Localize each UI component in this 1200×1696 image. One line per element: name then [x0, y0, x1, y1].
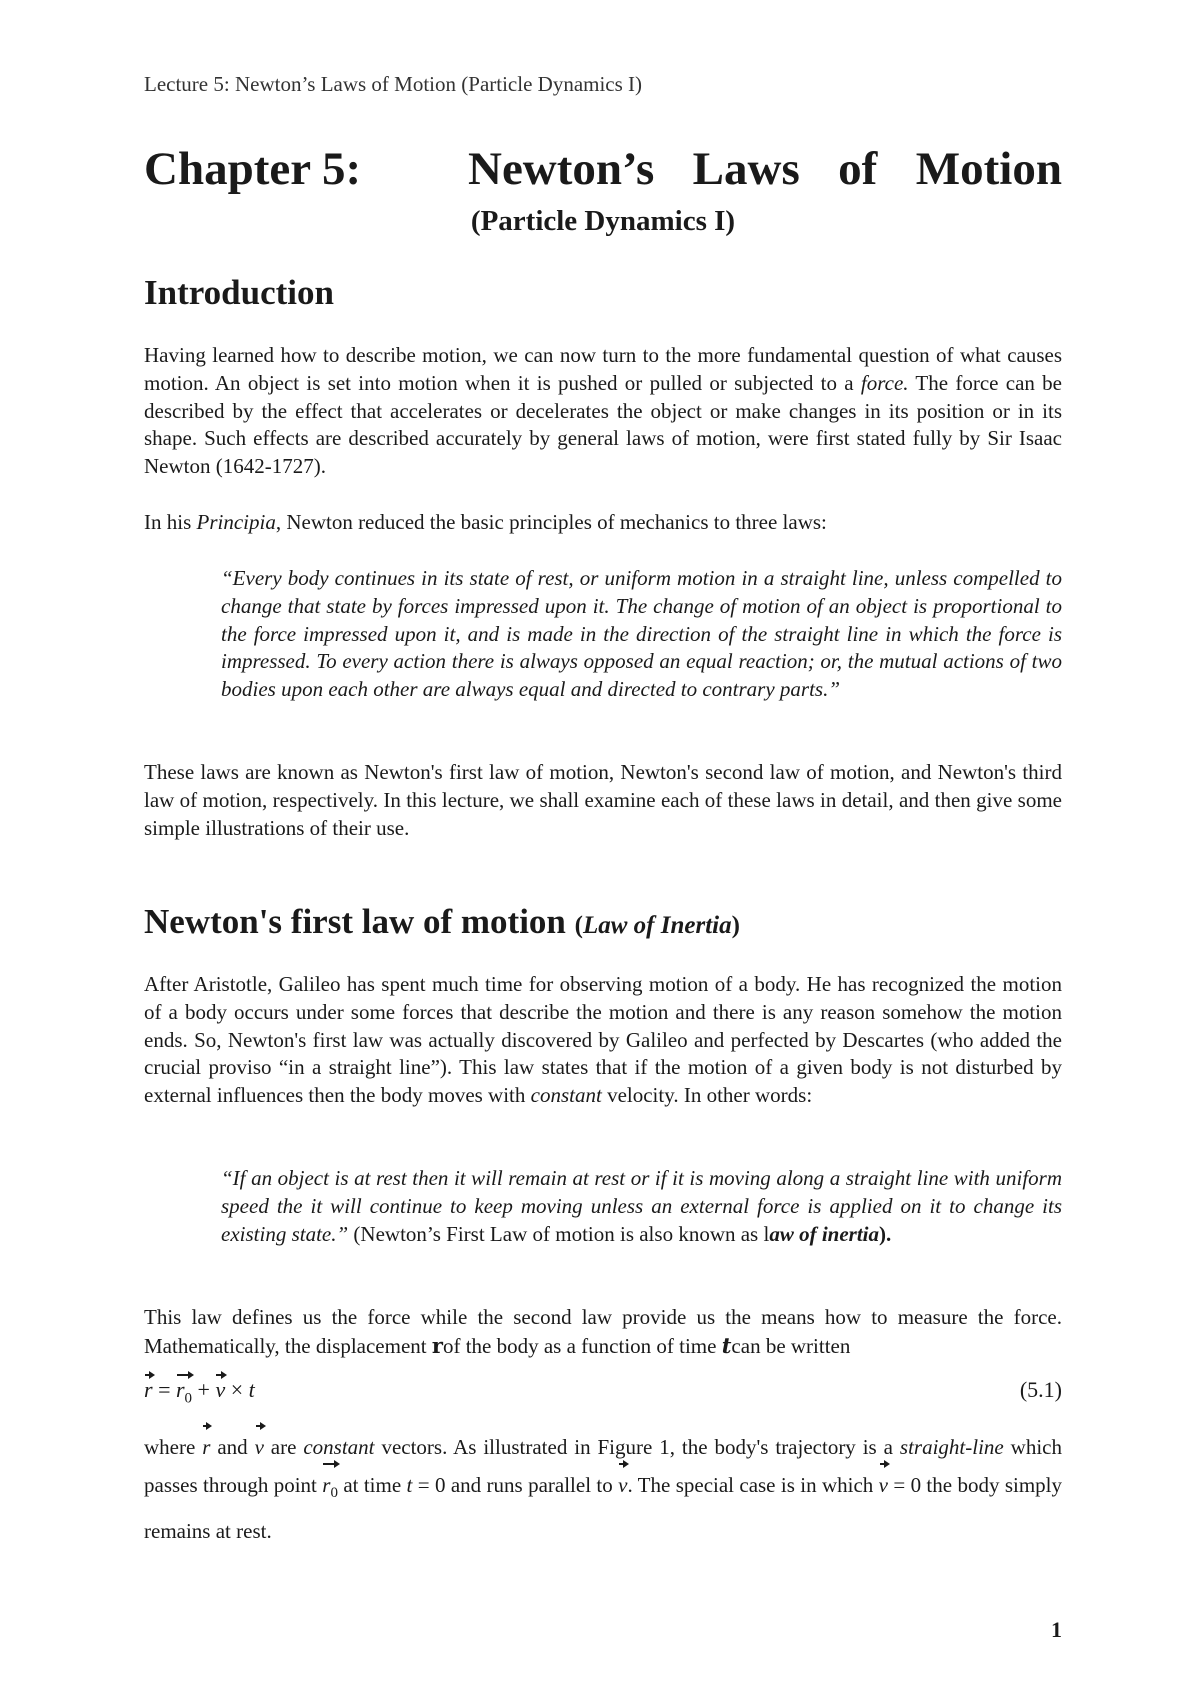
vector-letter: r — [175, 1377, 185, 1402]
chapter-title-word: Chapter 5: — [144, 143, 362, 195]
bold-italic: aw of inertia — [769, 1221, 879, 1246]
vector-r0 — [322, 1466, 338, 1512]
vector-v: v — [255, 1428, 264, 1466]
text-run: are — [263, 1435, 304, 1459]
chapter-title-word: Newton’s — [468, 143, 655, 195]
first-law-quote — [221, 1165, 1062, 1248]
intro-paragraph-2 — [144, 509, 1062, 537]
vector-v: v — [879, 1466, 888, 1504]
first-law-paragraph-1 — [144, 971, 1062, 1110]
vector-v: v — [215, 1377, 226, 1402]
quote-italic: “If an object is at rest then it will remain at rest or if it is moving along a straight line with uniform speed the it will continue to keep moving unless an external force is applied on it to change its existing state.” — [221, 1166, 1062, 1246]
principia-quote: “Every body continues in its state of rest, or uniform motion in a straight line, unless compelled to change that state by forces impressed upon it. The change of motion of an object is proportional to the force impressed upon it, and is made in the direction of the straight line in which the force is impressed. To every action there is always opposed an equal reaction; or, the mutual actions of two bodies upon each other are always equal and directed to contrary parts.” — [221, 566, 1062, 702]
text-run: at time — [337, 1473, 407, 1497]
vector-r: r — [144, 1377, 153, 1402]
text-run: In his — [144, 510, 197, 534]
vector-r: r — [202, 1428, 210, 1466]
subscript: 0 — [330, 1485, 338, 1502]
section-heading-first-law — [144, 902, 740, 942]
chapter-title — [144, 142, 1062, 196]
text-run: = 0 and runs parallel to — [412, 1473, 619, 1497]
running-header: Lecture 5: Newton’s Laws of Motion (Particle Dynamics I) — [144, 72, 643, 96]
text-run: Having learned how to describe motion, we can now turn to the more fundamental question of what causes motion. An object is set into motion when it is pushed or pulled or subjected to a — [144, 343, 1062, 395]
text-run: which passes through point — [144, 1435, 1062, 1497]
vector-r0 — [176, 1377, 192, 1407]
equals-sign: = — [152, 1377, 176, 1402]
vector-v: v — [618, 1466, 627, 1504]
text-run: velocity. In other words: — [601, 1083, 813, 1108]
text-run: vectors. As illustrated in Figure 1, the body's trajectory is a — [374, 1435, 900, 1459]
plus-sign: + — [192, 1377, 216, 1402]
text-run: , Newton reduced the basic principles of mechanics to three laws: — [275, 510, 827, 534]
text-run: (Newton’s First Law of motion is also known as l — [348, 1221, 770, 1246]
emphasis: Principia — [196, 510, 276, 534]
chapter-title-word: Laws — [692, 143, 800, 195]
text-run: The force can be described by the effect that accelerates or decelerates the object or make changes in its position or in its shape. Such effects are described accurately by general laws of motion, were first stated fully by Sir Isaac Newton (1642-1727). — [144, 370, 1063, 479]
equation-5-1 — [144, 1377, 1062, 1411]
text-run: of the body as a function of time — [442, 1333, 722, 1358]
variable-t: t — [248, 1377, 255, 1402]
intro-paragraph-3: These laws are known as Newton's first law of motion, Newton's second law of motion, and Newton's third law of motion, respectively. In this lecture, we shall examine each of these laws in detail, and then give some simple illustrations of their use. — [144, 760, 1062, 840]
variable-t: t — [406, 1473, 413, 1497]
heading-italic: Law of Inertia — [582, 912, 732, 939]
page-number: 1 — [1051, 1617, 1062, 1642]
text-run: and — [210, 1435, 255, 1459]
text-run: . The special case is in which — [627, 1473, 879, 1497]
emphasis: constant — [530, 1083, 602, 1108]
text-run: ). — [879, 1221, 892, 1246]
symbol-r: r — [431, 1332, 443, 1358]
text-run: After Aristotle, Galileo has spent much time for observing motion of a body. He has recognized the motion of a body occurs under some forces that describe the motion and there is any reason somehow the motion ends. So, Newton's first law was actually discovered by Galileo and perfected by Descartes (who added the crucial proviso “in a straight line”). This law states that if the motion of a given body is not disturbed by external influences then the body moves with — [144, 972, 1062, 1108]
symbol-t: t — [721, 1332, 732, 1358]
heading-paren: ) — [731, 912, 740, 939]
emphasis: constant — [303, 1435, 375, 1459]
chapter-title-word: Motion — [915, 143, 1062, 195]
emphasis: force. — [860, 370, 909, 395]
equation-body — [144, 1377, 255, 1407]
chapter-title-word: of — [838, 143, 878, 195]
emphasis: straight-line — [899, 1435, 1004, 1459]
heading-paren: ( — [574, 912, 583, 939]
text-run: = 0 the body simply remains at rest. — [144, 1473, 1063, 1544]
first-law-paragraph-3 — [144, 1428, 1062, 1550]
intro-paragraph-1 — [144, 342, 1062, 481]
text-run: This law defines us the force while the second law provide us the means how to measure the force. Mathematically, the displacement — [144, 1305, 1062, 1358]
text-run: can be written — [731, 1333, 851, 1358]
times-sign: × — [225, 1377, 249, 1402]
section-heading-introduction: Introduction — [144, 273, 334, 312]
vector-letter: r — [322, 1473, 331, 1497]
text-run: where — [144, 1435, 203, 1459]
subscript: 0 — [184, 1390, 193, 1407]
heading-text: Newton's first law of motion — [144, 902, 566, 941]
first-law-paragraph-2 — [144, 1304, 1062, 1361]
equation-number: (5.1) — [1019, 1377, 1062, 1402]
chapter-subtitle: (Particle Dynamics I) — [470, 205, 736, 237]
